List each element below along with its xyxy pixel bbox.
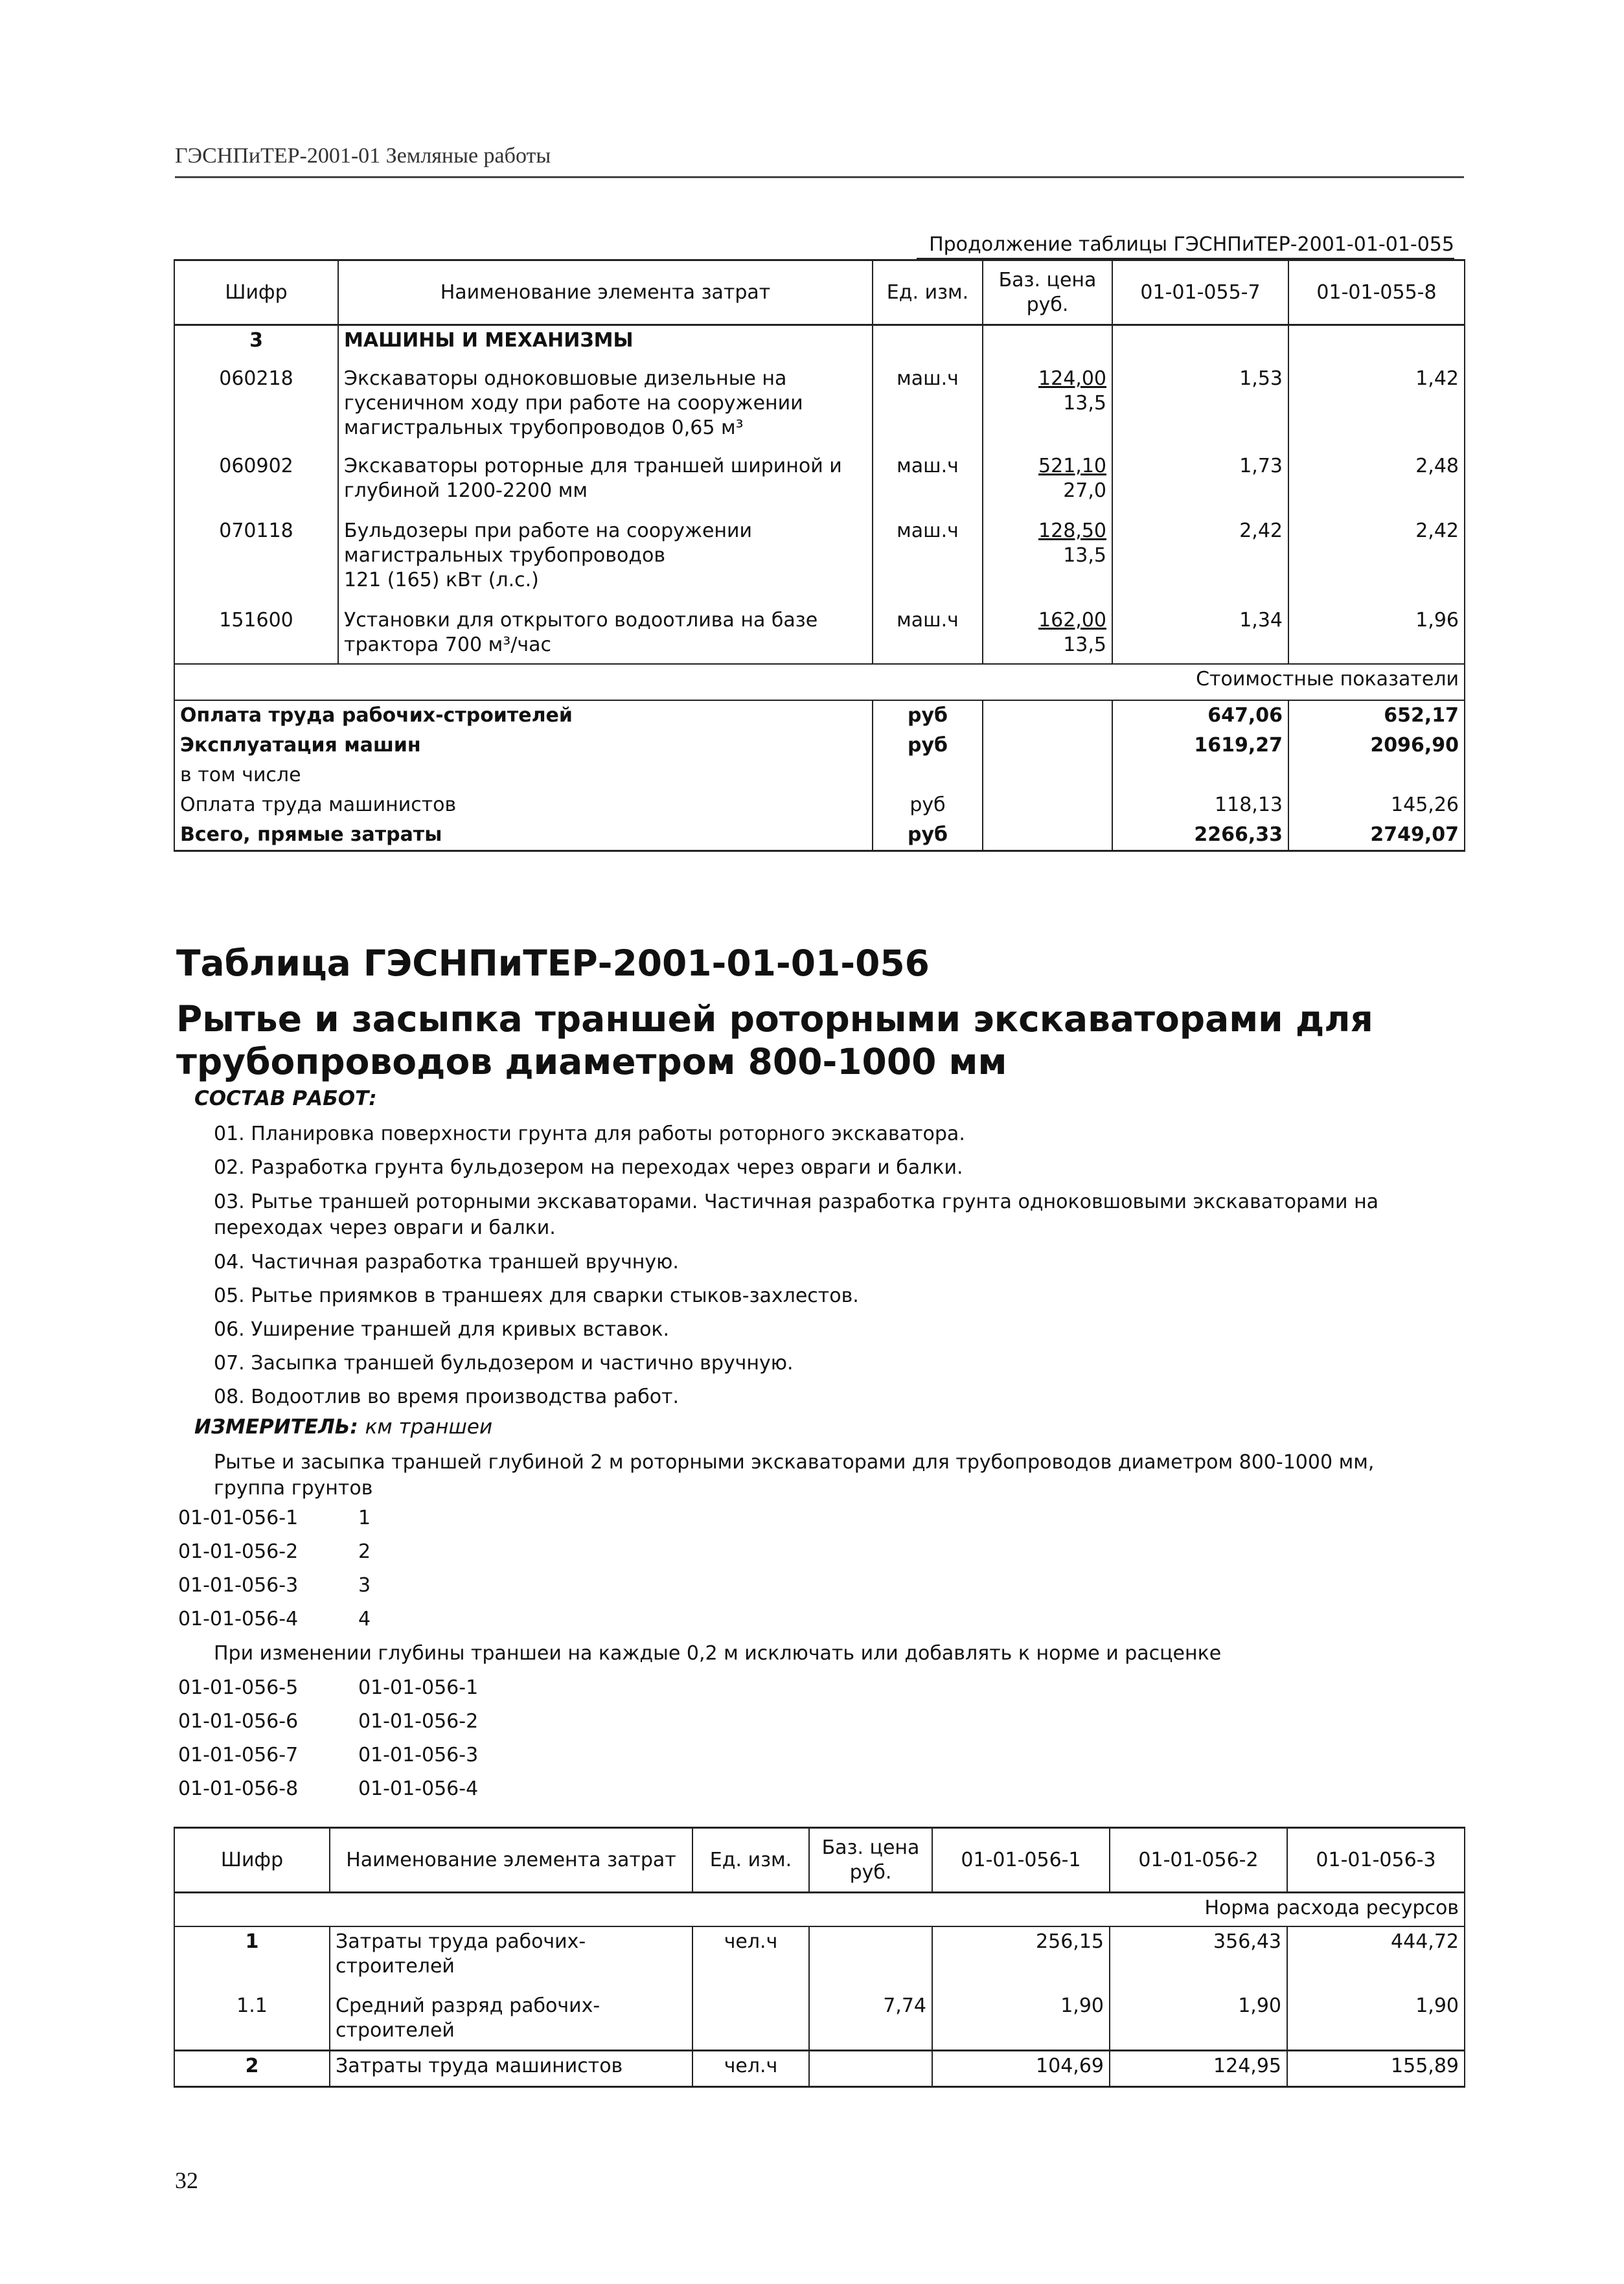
depth-change-description: При изменении глубины траншеи на каждые 0,2 м исключать или добавлять к норме и расценке [214, 1642, 1222, 1665]
row-name: Экскаваторы одноковшовые дизельные на гусеничном ходу при работе на сооружении магистральных трубопроводов 0,65 м³ [338, 364, 873, 451]
cost-label-row [174, 664, 1465, 700]
cost-value-1: 647,06 [1112, 700, 1288, 731]
table-row [174, 451, 1465, 516]
row-name: Бульдозеры при работе на сооружении магистральных трубопроводов 121 (165) кВт (л.с.) [338, 516, 873, 606]
list-item: 07. Засыпка траншей бульдозером и частично вручную. [214, 1352, 794, 1375]
col-header-056-1: 01-01-056-1 [932, 1828, 1110, 1893]
cost-label: в том числе [174, 760, 873, 790]
row-unit: маш.ч [873, 516, 983, 606]
row-code: 060902 [174, 451, 338, 516]
row-value-2: 1,42 [1288, 364, 1465, 451]
row-code: 060218 [174, 364, 338, 451]
row-price [809, 1926, 932, 1991]
cost-value-2 [1288, 760, 1465, 790]
list-item: 01-01-056-2 2 [178, 1540, 371, 1563]
cost-label: Оплата труда машинистов [174, 790, 873, 820]
row-price [809, 2051, 932, 2087]
row-value-1: 256,15 [932, 1926, 1110, 1991]
col-header-price: Баз. цена руб. [809, 1828, 932, 1893]
table-row [174, 2051, 1465, 2087]
row-value-1: 1,34 [1112, 606, 1288, 664]
table-row [174, 1926, 1465, 1991]
row-price: 128,50 13,5 [983, 516, 1112, 606]
row-value-2: 1,96 [1288, 606, 1465, 664]
row-code: 070118 [174, 516, 338, 606]
meter-value: км траншеи [365, 1415, 493, 1439]
row-price: 7,74 [809, 1991, 932, 2051]
cost-label: Всего, прямые затраты [174, 820, 873, 851]
list-item: 04. Частичная разработка траншей вручную. [214, 1251, 679, 1273]
row-code: 151600 [174, 606, 338, 664]
section-row [174, 325, 1465, 364]
cost-row [174, 700, 1465, 731]
row-name: Затраты труда рабочих- строителей [330, 1926, 692, 1991]
row-price: 521,10 27,0 [983, 451, 1112, 516]
norm-label: Норма расхода ресурсов [174, 1893, 1465, 1926]
norm-label-row [174, 1893, 1465, 1926]
cost-value-1: 2266,33 [1112, 820, 1288, 851]
row-value-1: 1,90 [932, 1991, 1110, 2051]
table-subtitle: Рытье и засыпка траншей роторными экскаваторами для трубопроводов диаметром 800-1000 мм [176, 998, 1373, 1082]
cost-row [174, 760, 1465, 790]
table-row [174, 606, 1465, 664]
row-value-1: 104,69 [932, 2051, 1110, 2087]
col-header-055-7: 01-01-055-7 [1112, 260, 1288, 325]
row-code: 1 [174, 1926, 330, 1991]
col-header-056-2: 01-01-056-2 [1110, 1828, 1287, 1893]
header-rule [175, 176, 1464, 178]
list-item: 01-01-056-7 01-01-056-3 [178, 1744, 479, 1766]
section-code: 3 [174, 325, 338, 364]
table-continuation-label: Продолжение таблицы ГЭСНПиТЕР-2001-01-01-055 [929, 233, 1454, 256]
cost-value-1: 118,13 [1112, 790, 1288, 820]
meter-line [194, 1415, 492, 1439]
cost-value-1 [1112, 760, 1288, 790]
cost-label: Оплата труда рабочих-строителей [174, 700, 873, 731]
cost-unit [873, 760, 983, 790]
list-item: 08. Водоотлив во время производства работ. [214, 1386, 680, 1408]
section-name: МАШИНЫ И МЕХАНИЗМЫ [338, 325, 873, 364]
row-value-3: 444,72 [1287, 1926, 1465, 1991]
list-item: 01-01-056-1 1 [178, 1507, 371, 1529]
col-header-055-8: 01-01-055-8 [1288, 260, 1465, 325]
codes-list-2 [178, 1671, 478, 1806]
list-item: 01-01-056-3 3 [178, 1574, 371, 1597]
row-value-2: 124,95 [1110, 2051, 1287, 2087]
list-item: 05. Рытье приямков в траншеях для сварки стыков-захлестов. [214, 1285, 859, 1307]
list-item: 01-01-056-5 01-01-056-1 [178, 1676, 479, 1699]
page-number: 32 [175, 2167, 198, 2193]
row-value-3: 155,89 [1287, 2051, 1465, 2087]
cost-value-2: 652,17 [1288, 700, 1465, 731]
row-name: Средний разряд рабочих- строителей [330, 1991, 692, 2051]
row-price: 124,00 13,5 [983, 364, 1112, 451]
cost-value-1: 1619,27 [1112, 731, 1288, 760]
row-unit: маш.ч [873, 364, 983, 451]
row-code: 1.1 [174, 1991, 330, 2051]
cost-unit: руб [873, 790, 983, 820]
col-header-code: Шифр [174, 1828, 330, 1893]
cost-row [174, 790, 1465, 820]
resource-table-055 [174, 259, 1465, 852]
row-value-2: 2,48 [1288, 451, 1465, 516]
table-row [174, 516, 1465, 606]
list-item: 02. Разработка грунта бульдозером на переходах через овраги и балки. [214, 1156, 963, 1179]
table-title: Таблица ГЭСНПиТЕР-2001-01-01-056 [176, 942, 930, 984]
works-list [214, 1119, 1378, 1416]
row-unit: маш.ч [873, 451, 983, 516]
list-item: 01-01-056-8 01-01-056-4 [178, 1777, 479, 1800]
row-name: Экскаваторы роторные для траншей шириной и глубиной 1200-2200 мм [338, 451, 873, 516]
col-header-name: Наименование элемента затрат [330, 1828, 692, 1893]
row-value-1: 1,73 [1112, 451, 1288, 516]
row-value-2: 1,90 [1110, 1991, 1287, 2051]
col-header-unit: Ед. изм. [692, 1828, 809, 1893]
running-header: ГЭСНПиТЕР-2001-01 Земляные работы [175, 144, 551, 168]
row-value-2: 2,42 [1288, 516, 1465, 606]
table-header-row [174, 1828, 1465, 1893]
col-header-price: Баз. цена руб. [983, 260, 1112, 325]
row-value-2: 356,43 [1110, 1926, 1287, 1991]
table-row [174, 1991, 1465, 2051]
codes-list-1 [178, 1502, 371, 1636]
cost-value-2: 2749,07 [1288, 820, 1465, 851]
table-row [174, 364, 1465, 451]
list-item: 06. Уширение траншей для кривых вставок. [214, 1318, 670, 1341]
row-value-1: 1,53 [1112, 364, 1288, 451]
col-header-name: Наименование элемента затрат [338, 260, 873, 325]
row-price: 162,00 13,5 [983, 606, 1112, 664]
row-unit [692, 1991, 809, 2051]
cost-value-2: 145,26 [1288, 790, 1465, 820]
cost-unit: руб [873, 731, 983, 760]
resource-table-056 [174, 1827, 1465, 2088]
row-unit: маш.ч [873, 606, 983, 664]
cost-value-2: 2096,90 [1288, 731, 1465, 760]
col-header-code: Шифр [174, 260, 338, 325]
col-header-056-3: 01-01-056-3 [1287, 1828, 1465, 1893]
list-item: 01-01-056-4 4 [178, 1608, 371, 1630]
works-heading: СОСТАВ РАБОТ: [194, 1087, 377, 1110]
depth-description: Рытье и засыпка траншей глубиной 2 м роторными экскаваторами для трубопроводов диаметром 800-1000 мм, группа грунтов [214, 1451, 1375, 1500]
cost-row [174, 731, 1465, 760]
row-unit: чел.ч [692, 2051, 809, 2087]
col-header-unit: Ед. изм. [873, 260, 983, 325]
row-unit: чел.ч [692, 1926, 809, 1991]
cost-row [174, 820, 1465, 851]
list-item: 01. Планировка поверхности грунта для работы роторного экскаватора. [214, 1123, 965, 1145]
cost-unit: руб [873, 700, 983, 731]
row-value-3: 1,90 [1287, 1991, 1465, 2051]
cost-label: Эксплуатация машин [174, 731, 873, 760]
cost-indicators-label: Стоимостные показатели [174, 664, 1465, 700]
list-item: 03. Рытье траншей роторными экскаваторами. Частичная разработка грунта одноковшовыми экскаваторами на переходах через овраги и балки. [214, 1191, 1379, 1239]
row-value-1: 2,42 [1112, 516, 1288, 606]
cost-unit: руб [873, 820, 983, 851]
table-header-row [174, 260, 1465, 325]
row-name: Установки для открытого водоотлива на базе трактора 700 м³/час [338, 606, 873, 664]
meter-label: ИЗМЕРИТЕЛЬ: [194, 1415, 358, 1439]
row-code: 2 [174, 2051, 330, 2087]
row-name: Затраты труда машинистов [330, 2051, 692, 2087]
list-item: 01-01-056-6 01-01-056-2 [178, 1710, 479, 1733]
